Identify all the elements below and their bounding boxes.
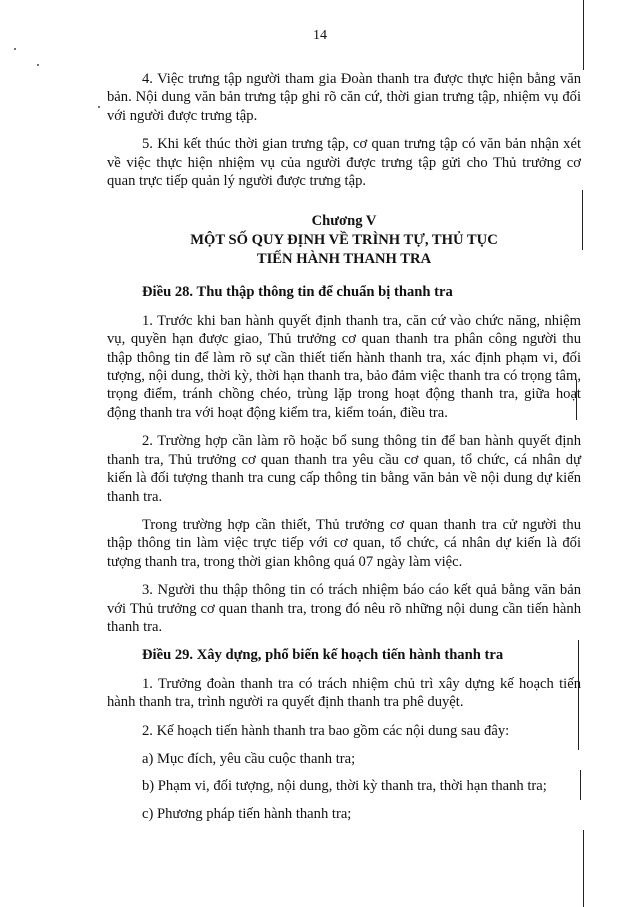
paragraph: 1. Trưởng đoàn thanh tra có trách nhiệm chủ trì xây dựng kế hoạch tiến hành thanh tra, trình người ra quyết định thanh tra phê duyệt. [107, 675, 581, 711]
paragraph: 5. Khi kết thúc thời gian trưng tập, cơ quan trưng tập có văn bản nhận xét về việc thực hiện nhiệm vụ của người được trưng tập gửi cho Thủ trưởng cơ quan trực tiếp quản lý người được trưng tập. [107, 136, 581, 190]
document-body [107, 70, 581, 832]
scan-speck [37, 64, 39, 66]
scan-edge-line [583, 830, 584, 907]
article-heading: Điều 28. Thu thập thông tin để chuẩn bị thanh tra [142, 284, 453, 301]
paragraph: 2. Kế hoạch tiến hành thanh tra bao gồm các nội dung sau đây: [142, 722, 510, 739]
chapter-title-line: MỘT SỐ QUY ĐỊNH VỀ TRÌNH TỰ, THỦ TỤC [190, 232, 498, 249]
paragraph: 4. Việc trưng tập người tham gia Đoàn thanh tra được thực hiện bằng văn bản. Nội dung văn bản trưng tập ghi rõ căn cứ, thời gian trưng tập, nhiệm vụ đối với người được trưng tập. [107, 71, 581, 124]
page-number: 14 [313, 28, 327, 43]
list-item: a) Mục đích, yêu cầu cuộc thanh tra; [142, 750, 356, 767]
paragraph: 2. Trường hợp cần làm rõ hoặc bổ sung thông tin để ban hành quyết định thanh tra, Thủ trưởng cơ quan thanh tra yêu cầu cơ quan, tổ chức, cá nhân dự kiến là đối tượng thanh tra cung cấp thông tin bằng văn bản về nội dung dự kiến thanh tra. [107, 433, 581, 505]
paragraph: 3. Người thu thập thông tin có trách nhiệm báo cáo kết quả bằng văn bản với Thủ trưởng cơ quan thanh tra, trong đó nêu rõ những nội dung cần tiến hành thanh tra. [107, 582, 581, 635]
chapter-title-line: TIẾN HÀNH THANH TRA [256, 251, 432, 268]
paragraph: Trong trường hợp cần thiết, Thủ trưởng cơ quan thanh tra cử người thu thập thông tin làm việc trực tiếp với cơ quan, tổ chức, cá nhân dự kiến là đối tượng thanh tra, trong thời gian không quá 07 ngày làm việc. [107, 516, 581, 570]
list-item: b) Phạm vi, đối tượng, nội dung, thời kỳ thanh tra, thời hạn thanh tra; [142, 778, 547, 795]
list-item: c) Phương pháp tiến hành thanh tra; [142, 805, 352, 822]
scan-speck [98, 106, 100, 108]
chapter-heading [107, 212, 581, 269]
paragraph: 1. Trước khi ban hành quyết định thanh tra, căn cứ vào chức năng, nhiệm vụ, quyền hạn được giao, Thủ trưởng cơ quan thanh tra phân công người thu thập thông tin để làm rõ sự cần thiết tiến hành thanh tra, xác định phạm vi, đối tượng, nội dung, thời kỳ, thời hạn thanh tra, bảo đảm việc thanh tra có trọng tâm, trọng điểm, tránh chồng chéo, trùng lặp trong hoạt động thanh tra, giữa hoạt động thanh tra với hoạt động kiểm tra, kiểm toán, điều tra. [107, 312, 581, 421]
scan-speck [14, 48, 16, 50]
chapter-number: Chương V [311, 213, 377, 230]
article-heading: Điều 29. Xây dựng, phổ biến kế hoạch tiến hành thanh tra [142, 647, 504, 664]
scan-edge-line [582, 190, 583, 250]
